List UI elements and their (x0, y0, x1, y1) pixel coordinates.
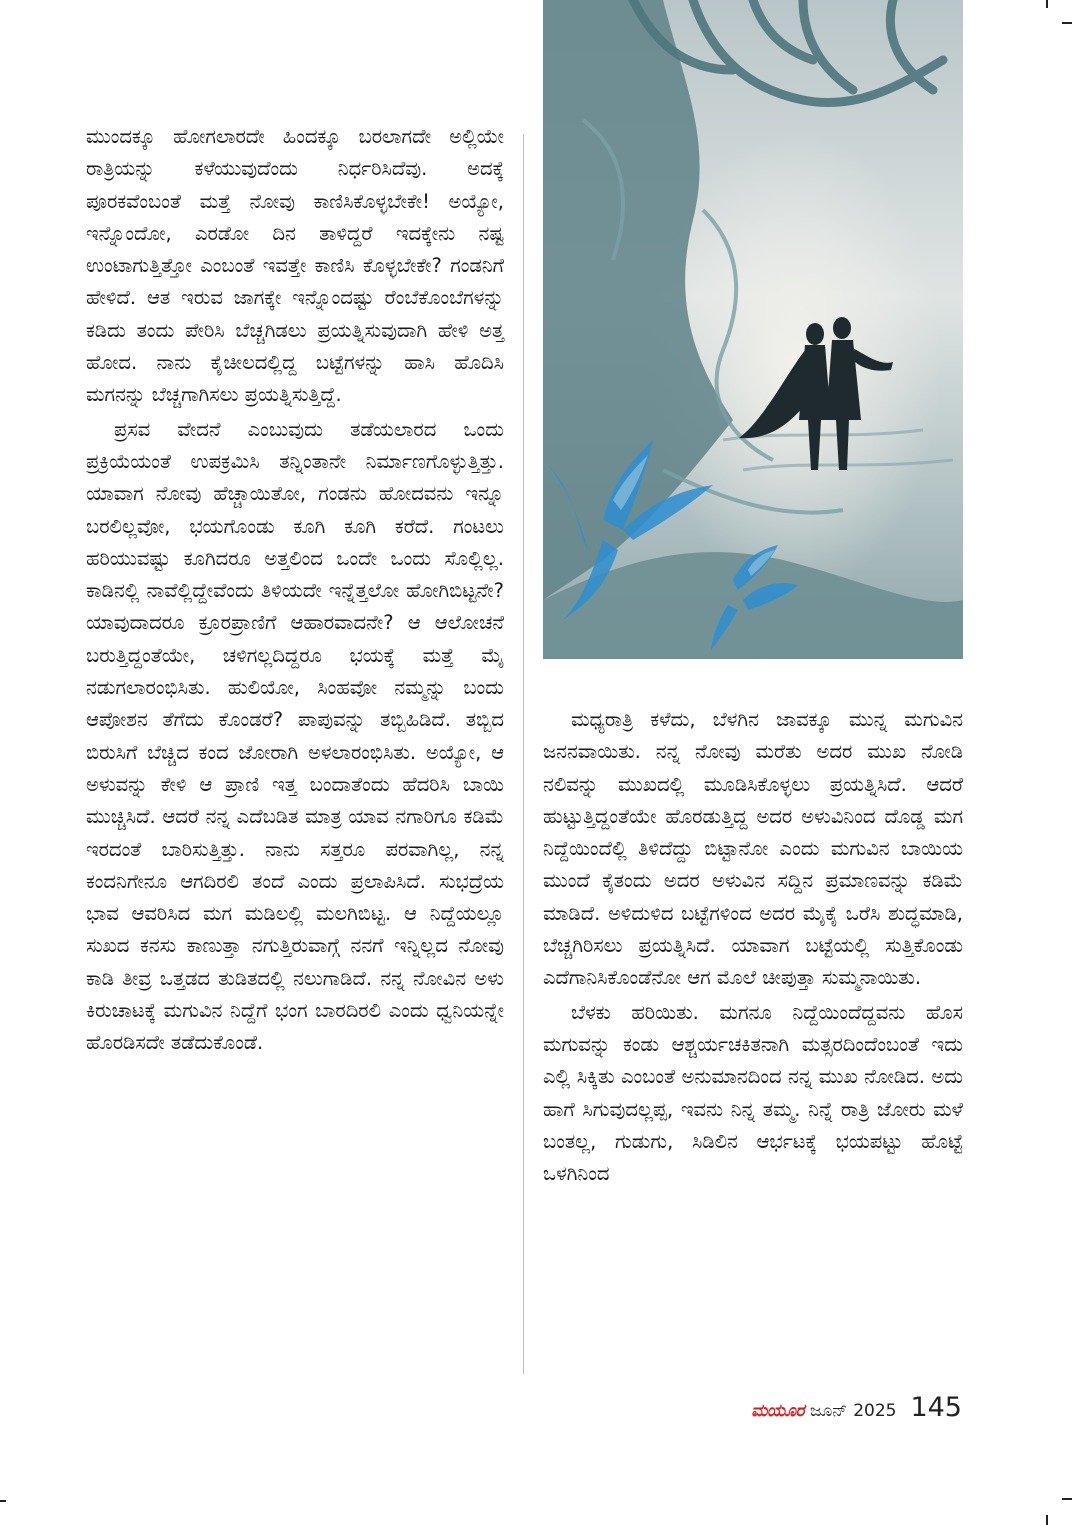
crop-mark (1062, 1498, 1072, 1500)
paragraph: ಬೆಳಕು ಹರಿಯಿತು. ಮಗನೂ ನಿದ್ದೆಯಿಂದೆದ್ದವನು ಹೊಸ ಮಗುವನ್ನು ಕಂಡು ಆಶ್ಚರ್ಯಚಕಿತನಾಗಿ ಮತ್ಸರದಿಂದೆಂಬಂತೆ ಇದು ಎಲ್ಲಿ ಸಿಕ್ಕಿತು ಎಂಬಂತೆ ಅನುಮಾನದಿಂದ ನನ್ನ ಮುಖ ನೋಡಿದ. ಅದು ಹಾಗೆ ಸಿಗುವುದಲ್ಲಪ್ಪ, ಇವನು ನಿನ್ನ ತಮ್ಮ. ನಿನ್ನೆ ರಾತ್ರಿ ಜೋರು ಮಳೆ ಬಂತಲ್ಲ, ಗುಡುಗು, ಸಿಡಿಲಿನ ಆರ್ಭಟಕ್ಕೆ ಭಯಪಟ್ಟು ಹೊಟ್ಟೆ ಒಳಗಿನಿಂದ (543, 1000, 963, 1186)
paragraph: ಪ್ರಸವ ವೇದನೆ ಎಂಬುವುದು ತಡೆಯಲಾರದ ಒಂದು ಪ್ರಕ್ರಿಯೆಯಂತೆ ಉಪಕ್ರಮಿಸಿ ತನ್ನಿಂತಾನೇ ನಿರ್ಮಾಣಗೊಳ್ಳುತ್ತಿತ್ತು. ಯಾವಾಗ ನೋವು ಹೆಚ್ಚಾಯಿತೋ, ಗಂಡನು ಹೋದವನು ಇನ್ನೂ ಬರಲಿಲ್ಲವೋ, ಭಯಗೊಂಡು ಕೂಗಿ ಕೂಗಿ ಕರೆದೆ. ಗಂಟಲು ಹರಿಯುವಷ್ಟು ಕೂಗಿದರೂ ಅತ್ತಲಿಂದ ಒಂದೇ ಒಂದು ಸೊಲ್ಲಿಲ್ಲ. ಕಾಡಿನಲ್ಲಿ ನಾವೆಲ್ಲಿದ್ದೇವೆಂದು ತಿಳಿಯದೇ ಇನ್ನೆತ್ತಲೋ ಹೋಗಿಬಿಟ್ಟನೇ? ಯಾವುದಾದರೂ ಕ್ರೂರಪ್ರಾಣಿಗೆ ಆಹಾರವಾದನೇ? ಆ ಆಲೋಚನೆ ಬರುತ್ತಿದ್ದಂತೆಯೇ, ಚಳಿಗಲ್ಲದಿದ್ದರೂ ಭಯಕ್ಕೆ ಮತ್ತೆ ಮೈ ನಡುಗಲಾರಂಭಿಸಿತು. ಹುಲಿಯೋ, ಸಿಂಹವೋ ನಮ್ಮನ್ನು ಬಂದು ಆಪೋಶನ ತೆಗೆದು ಕೊಂಡರೆ? ಪಾಪುವನ್ನು ತಬ್ಬಿಹಿಡಿದೆ. ತಬ್ಬಿದ ಬಿರುಸಿಗೆ ಬೆಚ್ಚಿದ ಕಂದ ಜೋರಾಗಿ ಅಳಲಾರಂಭಿಸಿತು. ಅಯ್ಯೋ, ಆ ಅಳುವನ್ನು ಕೇಳಿ ಆ ಪ್ರಾಣಿ ಇತ್ತ ಬಂದಾತೆಂದು ಹೆದರಿಸಿ ಬಾಯಿ ಮುಚ್ಚಿಸಿದೆ. ಆದರೆ ನನ್ನ ಎದೆಬಡಿತ ಮಾತ್ರ ಯಾವ ನಗಾರಿಗೂ ಕಡಿಮೆ ಇರದಂತೆ ಬಾರಿಸುತ್ತಿತ್ತು. ನಾನು ಸತ್ತರೂ ಪರವಾಗಿಲ್ಲ, ನನ್ನ ಕಂದನಿಗೇನೂ ಆಗದಿರಲಿ ತಂದೆ ಎಂದು ಪ್ರಲಾಪಿಸಿದೆ. ಸುಭದ್ರೆಯ ಭಾವ ಆವರಿಸಿದ ಮಗ ಮಡಿಲಲ್ಲಿ ಮಲಗಿಬಿಟ್ಟ. ಆ ನಿದ್ದೆಯಲ್ಲೂ ಸುಖದ ಕನಸು ಕಾಣುತ್ತಾ ನಗುತ್ತಿರುವಾಗ್ಗೆ ನನಗೆ ಇನ್ನಿಲ್ಲದ ನೋವು ಕಾಡಿ ತೀವ್ರ ಒತ್ತಡದ ತುಡಿತದಲ್ಲಿ ನಲುಗಾಡಿದೆ. ನನ್ನ ನೋವಿನ ಅಳು ಕಿರುಚಾಟಕ್ಕೆ ಮಗುವಿನ ನಿದ್ದೆಗೆ ಭಂಗ ಬಾರದಿರಲಿ ಎಂದು ಧ್ವನಿಯನ್ನೇ ಹೊರಡಿಸದೇ ತಡೆದುಕೊಂಡೆ. (86, 417, 504, 1055)
crop-mark (1046, 0, 1048, 8)
issue-year: 2025 (853, 1401, 897, 1421)
right-column (543, 702, 963, 1190)
magazine-logo: ಮಯೂರ (751, 1401, 804, 1421)
story-illustration (543, 0, 963, 659)
crop-mark (1046, 1515, 1048, 1525)
left-column (86, 121, 504, 1060)
issue-month: ಜೂನ್ (809, 1401, 848, 1421)
paragraph: ಮಧ್ಯರಾತ್ರಿ ಕಳೆದು, ಬೆಳಗಿನ ಜಾವಕ್ಕೂ ಮುನ್ನ ಮಗುವಿನ ಜನನವಾಯಿತು. ನನ್ನ ನೋವು ಮರೆತು ಅದರ ಮುಖ ನೋಡಿ ನಲಿವನ್ನು ಮುಖದಲ್ಲಿ ಮೂಡಿಸಿಕೊಳ್ಳಲು ಪ್ರಯತ್ನಿಸಿದೆ. ಆದರೆ ಹುಟ್ಟುತ್ತಿದ್ದಂತೆಯೇ ಹೊರಡುತ್ತಿದ್ದ ಅದರ ಅಳುವಿನಿಂದ ದೊಡ್ಡ ಮಗ ನಿದ್ದೆಯಿಂದೆಲ್ಲಿ ತಿಳಿದೆದ್ದು ಬಿಟ್ಟಾನೋ ಎಂದು ಮಗುವಿನ ಬಾಯಿಯ ಮುಂದೆ ಕೈತಂದು ಅದರ ಅಳುವಿನ ಸದ್ದಿನ ಪ್ರಮಾಣವನ್ನು ಕಡಿಮೆ ಮಾಡಿದೆ. ಅಳಿದುಳಿದ ಬಟ್ಟೆಗಳಿಂದ ಅದರ ಮೈಕೈ ಒರೆಸಿ ಶುದ್ಧಮಾಡಿ, ಬೆಚ್ಚಗಿರಿಸಲು ಪ್ರಯತ್ನಿಸಿದೆ. ಯಾವಾಗ ಬಟ್ಟೆಯಲ್ಲಿ ಸುತ್ತಿಕೊಂಡು ಎದೆಗಾನಿಸಿಕೊಂಡೆನೋ ಆಗ ಮೊಲೆ ಚೀಪುತ್ತಾ ಸುಮ್ಮನಾಯಿತು. (543, 708, 963, 990)
crop-mark (1062, 22, 1072, 24)
paragraph: ಮುಂದಕ್ಕೂ ಹೋಗಲಾರದೇ ಹಿಂದಕ್ಕೂ ಬರಲಾಗದೇ ಅಲ್ಲಿಯೇ ರಾತ್ರಿಯನ್ನು ಕಳೆಯುವುದೆಂದು ನಿರ್ಧರಿಸಿದೆವು. ಅದಕ್ಕೆ ಪೂರಕವೆಂಬಂತೆ ಮತ್ತೆ ನೋವು ಕಾಣಿಸಿಕೊಳ್ಳಬೇಕೇ! ಅಯ್ಯೋ, ಇನ್ನೊಂದೋ, ಎರಡೋ ದಿನ ತಾಳಿದ್ದರೆ ಇದಕ್ಕೇನು ನಷ್ಟ ಉಂಟಾಗುತ್ತಿತ್ತೋ ಎಂಬಂತೆ ಇವತ್ತೇ ಕಾಣಿಸಿ ಕೊಳ್ಳಬೇಕೇ? ಗಂಡನಿಗೆ ಹೇಳಿದೆ. ಆತ ಇರುವ ಜಾಗಕ್ಕೇ ಇನ್ನೊಂದಷ್ಟು ರೆಂಬೆಕೊಂಬೆಗಳನ್ನು ಕಡಿದು ತಂದು ಪೇರಿಸಿ ಬೆಚ್ಚಗಿಡಲು ಪ್ರಯತ್ನಿಸುವುದಾಗಿ ಹೇಳಿ ಅತ್ತ ಹೋದ. ನಾನು ಕೈಚೀಲದಲ್ಲಿದ್ದ ಬಟ್ಟೆಗಳನ್ನು ಹಾಸಿ ಹೊದಿಸಿ ಮಗನನ್ನು ಬೆಚ್ಚಗಾಗಿಸಲು ಪ್ರಯತ್ನಿಸುತ್ತಿದ್ದೆ. (86, 125, 504, 407)
page-number: 145 (910, 1392, 962, 1423)
crop-mark (0, 1500, 6, 1502)
page-footer (751, 1392, 962, 1423)
column-divider (523, 134, 524, 1374)
